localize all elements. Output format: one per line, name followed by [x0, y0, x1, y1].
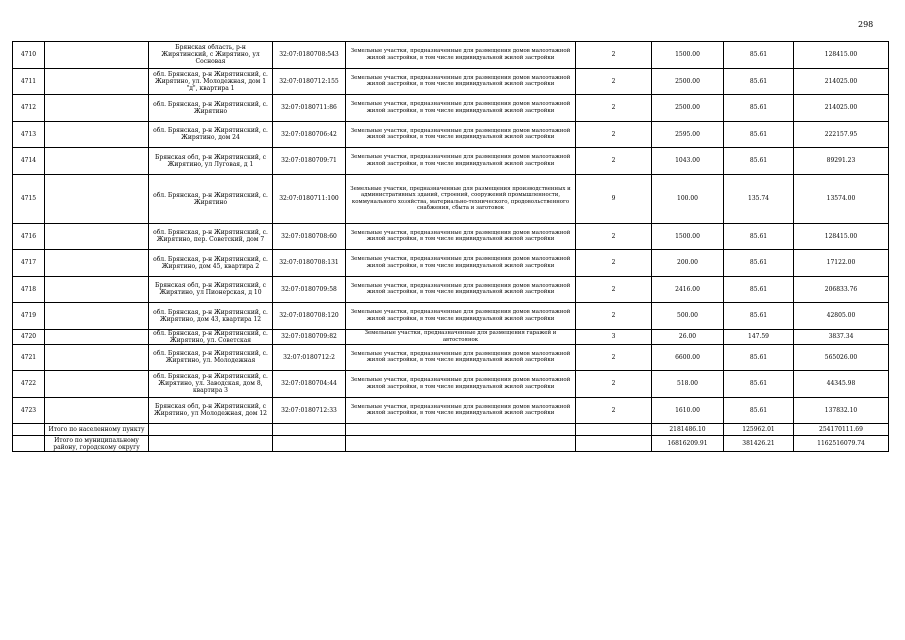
- land-registry-table: [12, 41, 889, 452]
- land-purpose-cell: Земельные участки, предназначенные для размещения домов малоэтажной жилой застройки, в том числе индивидуальной жилой застройки: [346, 303, 576, 330]
- table-row: [13, 397, 889, 424]
- table-row: [13, 303, 889, 330]
- empty-cell: [149, 424, 273, 436]
- address-cell: обл. Брянская, р-н Жирятинский, с. Жирятино, ул. Заводская, дом 8, квартира 3: [149, 371, 273, 398]
- row-number-cell: 4722: [13, 371, 45, 398]
- empty-cell: [45, 223, 149, 250]
- area-cell: 1500.00: [652, 223, 724, 250]
- land-purpose-cell: Земельные участки, предназначенные для размещения домов малоэтажной жилой застройки, в том числе индивидуальной жилой застройки: [346, 95, 576, 122]
- address-cell: обл. Брянская, р-н Жирятинский, с. Жирятино: [149, 174, 273, 223]
- empty-cell: [45, 371, 149, 398]
- table-row: [13, 250, 889, 277]
- row-number-cell: 4712: [13, 95, 45, 122]
- cadastral-number-cell: 32:07:0180709:71: [273, 148, 346, 175]
- area-cell: 26.00: [652, 329, 724, 344]
- group-cell: 2: [576, 250, 652, 277]
- group-cell: 2: [576, 276, 652, 303]
- group-cell: 2: [576, 68, 652, 95]
- cadastral-value-cell: 214025.00: [794, 95, 889, 122]
- table-row: [13, 371, 889, 398]
- empty-cell: [273, 436, 346, 452]
- cadastral-number-cell: 32:07:0180706:42: [273, 121, 346, 148]
- cadastral-number-cell: 32:07:0180708:543: [273, 42, 346, 69]
- row-number-cell: 4711: [13, 68, 45, 95]
- total-area-cell: 16816209.91: [652, 436, 724, 452]
- row-number-cell: 4710: [13, 42, 45, 69]
- cadastral-number-cell: 32:07:0180709:82: [273, 329, 346, 344]
- area-cell: 500.00: [652, 303, 724, 330]
- land-purpose-cell: Земельные участки, предназначенные для размещения домов малоэтажной жилой застройки, в том числе индивидуальной жилой застройки: [346, 42, 576, 69]
- cadastral-number-cell: 32:07:0180709:58: [273, 276, 346, 303]
- rate-cell: 85.61: [724, 68, 794, 95]
- empty-cell: [45, 68, 149, 95]
- group-cell: 2: [576, 371, 652, 398]
- cadastral-value-cell: 42805.00: [794, 303, 889, 330]
- table-row: [13, 121, 889, 148]
- group-cell: 2: [576, 42, 652, 69]
- empty-cell: [45, 250, 149, 277]
- empty-cell: [45, 344, 149, 371]
- totals-label-cell: Итого по населенному пункту: [45, 424, 149, 436]
- rate-cell: 85.61: [724, 223, 794, 250]
- empty-cell: [45, 148, 149, 175]
- land-purpose-cell: Земельные участки, предназначенные для размещения домов малоэтажной жилой застройки, в том числе индивидуальной жилой застройки: [346, 250, 576, 277]
- table-row: [13, 42, 889, 69]
- address-cell: обл. Брянская, р-н Жирятинский, с. Жирятино, дом 43, квартира 12: [149, 303, 273, 330]
- land-purpose-cell: Земельные участки, предназначенные для размещения домов малоэтажной жилой застройки, в том числе индивидуальной жилой застройки: [346, 371, 576, 398]
- empty-cell: [45, 95, 149, 122]
- row-number-cell: 4723: [13, 397, 45, 424]
- cadastral-number-cell: 32:07:0180712:2: [273, 344, 346, 371]
- rate-cell: 85.61: [724, 344, 794, 371]
- land-purpose-cell: Земельные участки, предназначенные для размещения домов малоэтажной жилой застройки, в том числе индивидуальной жилой застройки: [346, 148, 576, 175]
- land-purpose-cell: Земельные участки, предназначенные для размещения гаражей и автостоянок: [346, 329, 576, 344]
- address-cell: обл. Брянская, р-н Жирятинский, с. Жирятино, дом 45, квартира 2: [149, 250, 273, 277]
- group-cell: 3: [576, 329, 652, 344]
- cadastral-number-cell: 32:07:0180708:120: [273, 303, 346, 330]
- land-purpose-cell: Земельные участки, предназначенные для размещения домов малоэтажной жилой застройки, в том числе индивидуальной жилой застройки: [346, 344, 576, 371]
- empty-cell: [273, 424, 346, 436]
- rate-cell: 85.61: [724, 250, 794, 277]
- row-number-cell: 4716: [13, 223, 45, 250]
- cadastral-number-cell: 32:07:0180712:33: [273, 397, 346, 424]
- area-cell: 2416.00: [652, 276, 724, 303]
- empty-cell: [576, 424, 652, 436]
- cadastral-number-cell: 32:07:0180711:100: [273, 174, 346, 223]
- rate-cell: 85.61: [724, 371, 794, 398]
- empty-cell: [45, 276, 149, 303]
- cadastral-value-cell: 128415.00: [794, 223, 889, 250]
- cadastral-value-cell: 214025.00: [794, 68, 889, 95]
- rate-cell: 135.74: [724, 174, 794, 223]
- table-row: [13, 223, 889, 250]
- empty-cell: [346, 436, 576, 452]
- area-cell: 2500.00: [652, 95, 724, 122]
- row-number-cell: 4715: [13, 174, 45, 223]
- row-number-cell: 4721: [13, 344, 45, 371]
- area-cell: 518.00: [652, 371, 724, 398]
- group-cell: 2: [576, 397, 652, 424]
- area-cell: 2500.00: [652, 68, 724, 95]
- area-cell: 1500.00: [652, 42, 724, 69]
- empty-cell: [45, 303, 149, 330]
- address-cell: Брянская обл, р-н Жирятинский, с Жирятино, ул Луговая, д 1: [149, 148, 273, 175]
- table-row: [13, 148, 889, 175]
- empty-cell: [346, 424, 576, 436]
- address-cell: Брянская обл, р-н Жирятинский, с Жирятино, ул Молодежная, дом 12: [149, 397, 273, 424]
- address-cell: обл. Брянская, р-н Жирятинский, с. Жирятино: [149, 95, 273, 122]
- table-row: [13, 174, 889, 223]
- cadastral-value-cell: 206833.76: [794, 276, 889, 303]
- address-cell: обл. Брянская, р-н Жирятинский, с. Жирятино, ул. Молодежная, дом 1 "д", квартира 1: [149, 68, 273, 95]
- cadastral-value-cell: 128415.00: [794, 42, 889, 69]
- total-value-cell: 254170111.69: [794, 424, 889, 436]
- table-row: [13, 276, 889, 303]
- group-cell: 9: [576, 174, 652, 223]
- cadastral-number-cell: 32:07:0180708:60: [273, 223, 346, 250]
- group-cell: 2: [576, 121, 652, 148]
- total-rate-cell: 125962.01: [724, 424, 794, 436]
- row-number-cell: 4719: [13, 303, 45, 330]
- cadastral-value-cell: 137832.10: [794, 397, 889, 424]
- land-purpose-cell: Земельные участки, предназначенные для размещения домов малоэтажной жилой застройки, в том числе индивидуальной жилой застройки: [346, 68, 576, 95]
- cadastral-value-cell: 13574.00: [794, 174, 889, 223]
- page-number: 298: [858, 20, 874, 29]
- land-purpose-cell: Земельные участки, предназначенные для размещения домов малоэтажной жилой застройки, в том числе индивидуальной жилой застройки: [346, 397, 576, 424]
- land-purpose-cell: Земельные участки, предназначенные для размещения домов малоэтажной жилой застройки, в том числе индивидуальной жилой застройки: [346, 276, 576, 303]
- cadastral-number-cell: 32:07:0180704:44: [273, 371, 346, 398]
- row-number-cell: 4718: [13, 276, 45, 303]
- area-cell: 2595.00: [652, 121, 724, 148]
- empty-cell: [13, 436, 45, 452]
- group-cell: 2: [576, 303, 652, 330]
- rate-cell: 85.61: [724, 95, 794, 122]
- rate-cell: 85.61: [724, 303, 794, 330]
- row-number-cell: 4714: [13, 148, 45, 175]
- rate-cell: 85.61: [724, 148, 794, 175]
- area-cell: 1043.00: [652, 148, 724, 175]
- cadastral-value-cell: 44345.98: [794, 371, 889, 398]
- area-cell: 200.00: [652, 250, 724, 277]
- totals-row: [13, 424, 889, 436]
- cadastral-number-cell: 32:07:0180712:155: [273, 68, 346, 95]
- group-cell: 2: [576, 223, 652, 250]
- cadastral-value-cell: 3837.34: [794, 329, 889, 344]
- empty-cell: [149, 436, 273, 452]
- cadastral-value-cell: 89291.23: [794, 148, 889, 175]
- empty-cell: [45, 121, 149, 148]
- cadastral-value-cell: 222157.95: [794, 121, 889, 148]
- rate-cell: 85.61: [724, 276, 794, 303]
- empty-cell: [13, 424, 45, 436]
- land-purpose-cell: Земельные участки, предназначенные для размещения домов малоэтажной жилой застройки, в том числе индивидуальной жилой застройки: [346, 121, 576, 148]
- empty-cell: [45, 174, 149, 223]
- rate-cell: 85.61: [724, 121, 794, 148]
- address-cell: Брянская обл, р-н Жирятинский, с Жирятино, ул Пионерская, д 10: [149, 276, 273, 303]
- address-cell: обл. Брянская, р-н Жирятинский, с. Жирятино, дом 24: [149, 121, 273, 148]
- empty-cell: [576, 436, 652, 452]
- cadastral-number-cell: 32:07:0180711:86: [273, 95, 346, 122]
- empty-cell: [45, 329, 149, 344]
- rate-cell: 147.59: [724, 329, 794, 344]
- row-number-cell: 4713: [13, 121, 45, 148]
- row-number-cell: 4720: [13, 329, 45, 344]
- area-cell: 100.00: [652, 174, 724, 223]
- empty-cell: [45, 42, 149, 69]
- address-cell: обл. Брянская, р-н Жирятинский, с. Жирятино, ул. Молодежная: [149, 344, 273, 371]
- address-cell: обл. Брянская, р-н Жирятинский, с. Жирятино, ул. Советская: [149, 329, 273, 344]
- totals-label-cell: Итого по муниципальному району, городскому округу: [45, 436, 149, 452]
- address-cell: обл. Брянская, р-н Жирятинский, с. Жирятино, пер. Советский, дом 7: [149, 223, 273, 250]
- group-cell: 2: [576, 344, 652, 371]
- cadastral-value-cell: 17122.00: [794, 250, 889, 277]
- table-row: [13, 329, 889, 344]
- total-value-cell: 1162516079.74: [794, 436, 889, 452]
- totals-row: [13, 436, 889, 452]
- empty-cell: [45, 397, 149, 424]
- total-rate-cell: 381426.21: [724, 436, 794, 452]
- rate-cell: 85.61: [724, 397, 794, 424]
- land-purpose-cell: Земельные участки, предназначенные для размещения производственных и административных зданий, строений, сооружений промышленности, коммунального хозяйства, материально-технического, продовольственного снабжения, сбыта и заготовок: [346, 174, 576, 223]
- cadastral-value-cell: 565026.00: [794, 344, 889, 371]
- address-cell: Брянская область, р-н Жирятинский, с Жирятино, ул Сосновая: [149, 42, 273, 69]
- area-cell: 1610.00: [652, 397, 724, 424]
- row-number-cell: 4717: [13, 250, 45, 277]
- table-row: [13, 68, 889, 95]
- cadastral-number-cell: 32:07:0180708:131: [273, 250, 346, 277]
- group-cell: 2: [576, 95, 652, 122]
- table-row: [13, 344, 889, 371]
- land-purpose-cell: Земельные участки, предназначенные для размещения домов малоэтажной жилой застройки, в том числе индивидуальной жилой застройки: [346, 223, 576, 250]
- table-row: [13, 95, 889, 122]
- total-area-cell: 2181486.10: [652, 424, 724, 436]
- area-cell: 6600.00: [652, 344, 724, 371]
- group-cell: 2: [576, 148, 652, 175]
- rate-cell: 85.61: [724, 42, 794, 69]
